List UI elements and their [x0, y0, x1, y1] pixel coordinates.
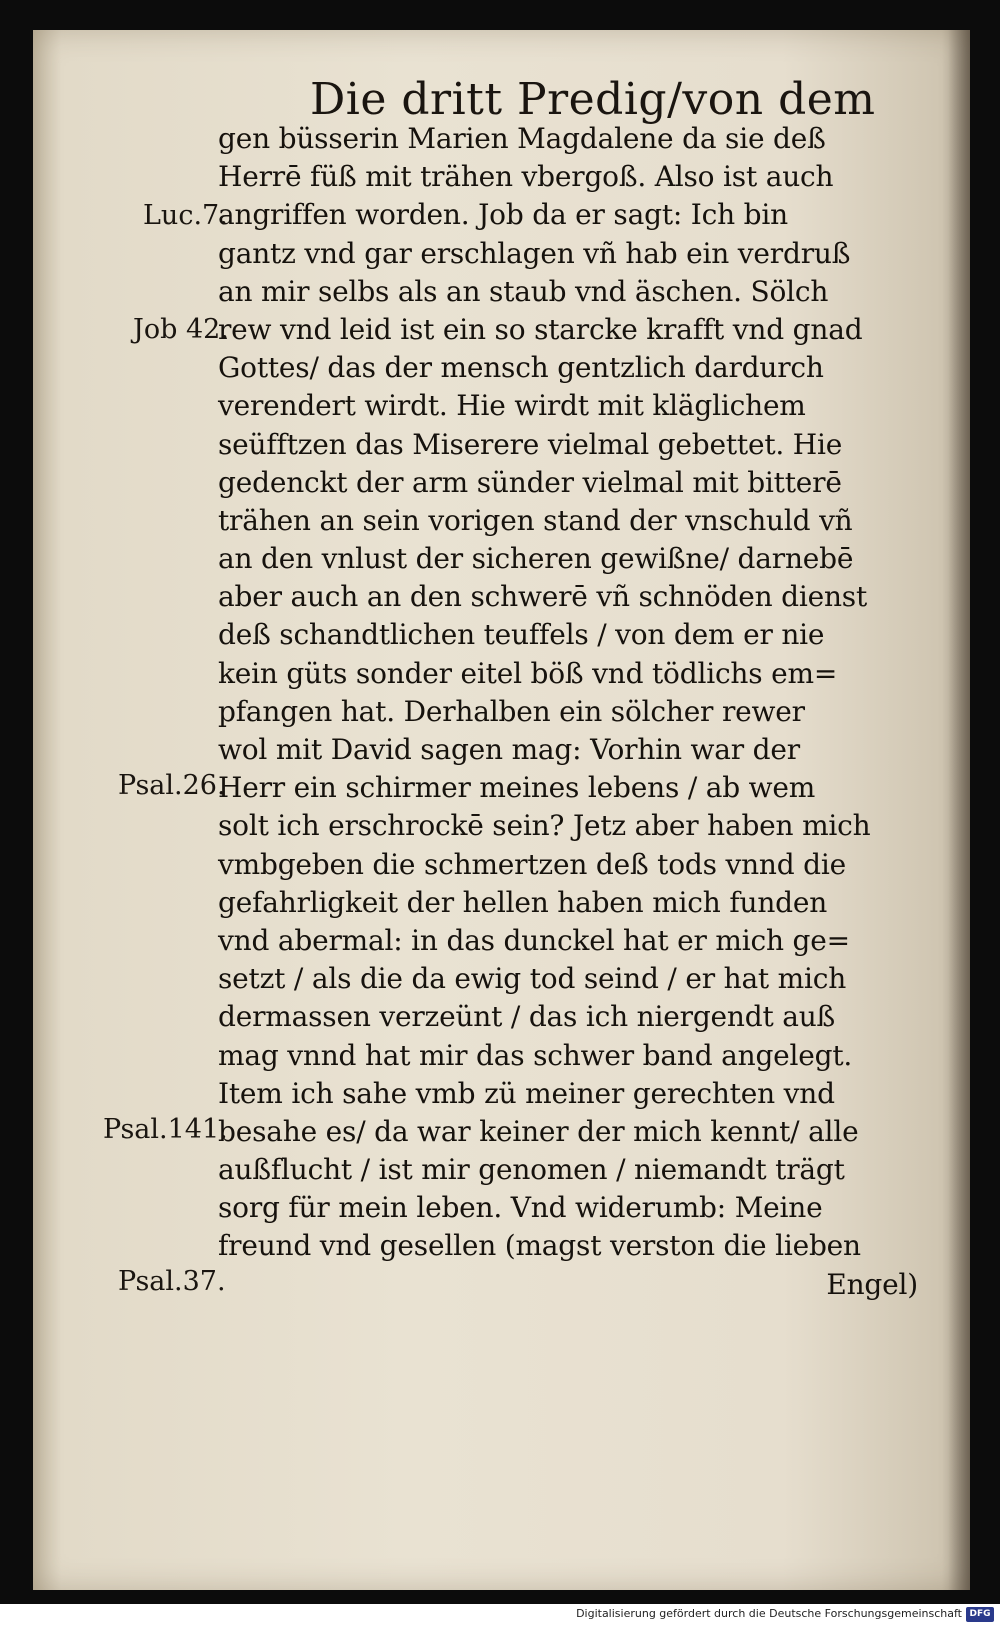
text-line: kein güts sonder eitel böß vnd tödlichs em=	[218, 656, 838, 690]
margin-note-psal-141: Psal.141.	[103, 1114, 228, 1145]
text-line: setzt / als die da ewig tod seind / er hat mich	[218, 962, 847, 996]
text-line: Item ich sahe vmb zü meiner gerechten vnd	[218, 1076, 835, 1110]
text-line: außflucht / ist mir genomen / niemandt trägt	[218, 1153, 845, 1187]
running-head: Die dritt Predig/von dem	[310, 74, 876, 125]
text-line: besahe es/ da war keiner der mich kennt/ alle	[218, 1114, 859, 1148]
text-line: rew vnd leid ist ein so starcke krafft vnd gnad	[218, 312, 863, 346]
text-line: seüfftzen das Miserere vielmal gebettet. Hie	[218, 427, 843, 461]
text-line: gedenckt der arm sünder vielmal mit bitterē	[218, 465, 842, 499]
margin-note-psal-37: Psal.37.	[118, 1266, 226, 1297]
margin-note-job: Job 42.	[133, 314, 229, 345]
text-line: dermassen verzeünt / das ich niergendt auß	[218, 1000, 836, 1034]
text-line: solt ich erschrockē sein? Jetz aber haben mich	[218, 809, 871, 843]
text-line: an den vnlust der sicheren gewißne/ darnebē	[218, 542, 854, 576]
text-line: deß schandtlichen teuffels / von dem er nie	[218, 618, 825, 652]
text-line: Gottes/ das der mensch gentzlich dardurch	[218, 351, 824, 385]
text-line: freund vnd gesellen (magst verston die lieben	[218, 1229, 861, 1263]
text-line: Herr ein schirmer meines lebens / ab wem	[218, 771, 816, 805]
text-line: angriffen worden. Job da er sagt: Ich bin	[218, 198, 788, 232]
text-line: mag vnnd hat mir das schwer band angelegt.	[218, 1038, 853, 1072]
text-line: verendert wirdt. Hie wirdt mit kläglichem	[218, 389, 806, 423]
funding-credit: Digitalisierung gefördert durch die Deutsche Forschungsgemeinschaft	[576, 1607, 962, 1620]
text-line: an mir selbs als an staub vnd äschen. Sölch	[218, 274, 829, 308]
text-line: sorg für mein leben. Vnd widerumb: Meine	[218, 1191, 823, 1225]
text-line: gantz vnd gar erschlagen vñ hab ein verdruß	[218, 236, 851, 270]
text-line: aber auch an den schwerē vñ schnöden dienst	[218, 580, 868, 614]
text-line: vnd abermal: in das dunckel hat er mich ge=	[218, 923, 850, 957]
dfg-logo: DFG	[966, 1607, 994, 1622]
text-line: wol mit David sagen mag: Vorhin war der	[218, 733, 800, 766]
margin-note-luc: Luc.7.	[143, 200, 228, 231]
text-line: vmbgeben die schmertzen deß tods vnnd die	[218, 847, 847, 881]
page-gutter-shadow	[948, 30, 970, 1590]
margin-note-psal-26: Psal.26.	[118, 770, 226, 801]
text-line: gen büsserin Marien Magdalene da sie deß	[218, 122, 826, 155]
footer-bar	[0, 1604, 1000, 1626]
text-line: gefahrligkeit der hellen haben mich funden	[218, 885, 828, 919]
catchword-line: Engel)	[826, 1267, 918, 1301]
body-text	[218, 120, 918, 1304]
text-line: pfangen hat. Derhalben ein sölcher rewer	[218, 694, 805, 728]
text-line: trähen an sein vorigen stand der vnschuld vñ	[218, 503, 853, 537]
text-line: Herrē füß mit trähen vbergoß. Also ist auch	[218, 160, 834, 194]
